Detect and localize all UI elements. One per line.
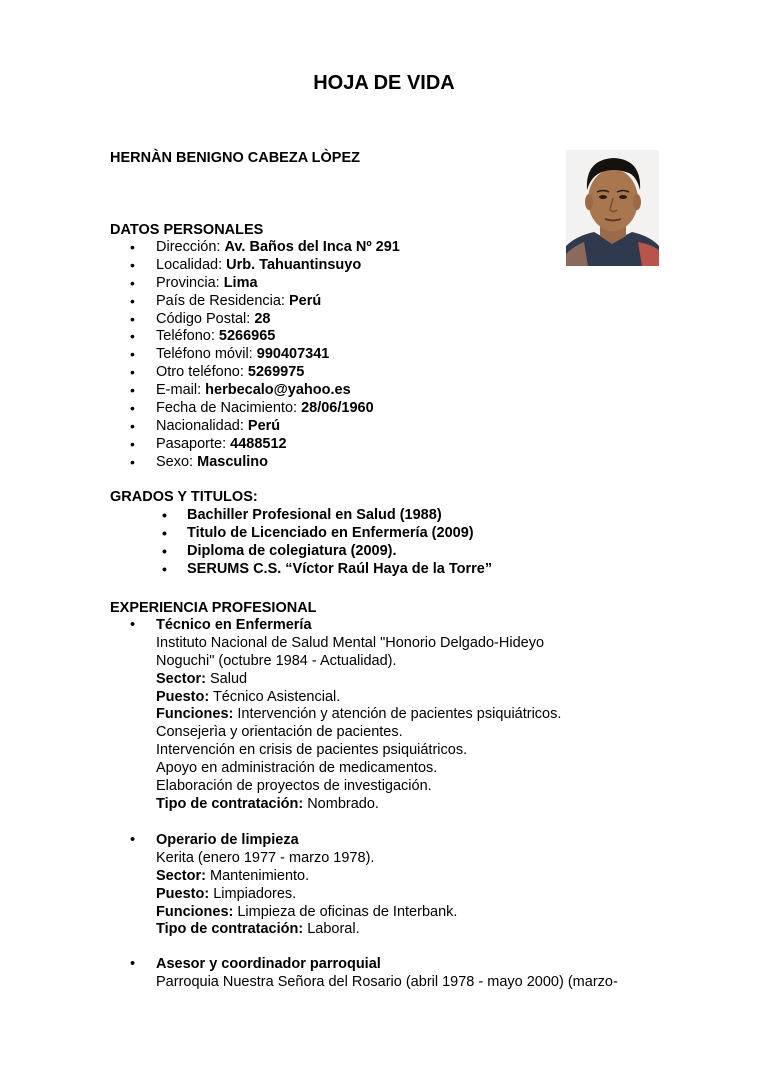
job-funciones-line: Apoyo en administración de medicamentos.: [156, 760, 438, 777]
job-title: • Técnico en Enfermería: [156, 617, 561, 635]
section-datos-personales-heading: DATOS PERSONALES: [110, 222, 264, 238]
section-experiencia-heading: EXPERIENCIA PROFESIONAL: [110, 600, 317, 616]
list-item: • Sexo: Masculino: [156, 454, 400, 472]
experience-entry-tecnico: [156, 617, 561, 814]
job-puesto: Puesto: Limpiadores.: [156, 885, 297, 902]
list-item: • Otro teléfono: 5269975: [156, 364, 400, 382]
list-item: • Diploma de colegiatura (2009).: [187, 543, 492, 561]
job-title: • Operario de limpieza: [156, 832, 457, 850]
job-employer-cont: Noguchi" (octubre 1984 - Actualidad).: [156, 652, 397, 669]
list-item: • Pasaporte: 4488512: [156, 436, 400, 454]
list-item: • Fecha de Nacimiento: 28/06/1960: [156, 400, 400, 418]
full-name: HERNÀN BENIGNO CABEZA LÒPEZ: [110, 150, 360, 166]
experience-entry-asesor: [156, 956, 618, 992]
experience-entry-operario: [156, 832, 457, 939]
list-item: • Dirección: Av. Baños del Inca Nº 291: [156, 239, 400, 257]
job-funciones: Funciones: Intervención y atención de pacientes psiquiátricos.: [156, 706, 562, 723]
list-item: • Provincia: Lima: [156, 275, 400, 293]
job-funciones: Funciones: Limpieza de oficinas de Interbank.: [156, 903, 458, 920]
job-employer: Parroquia Nuestra Señora del Rosario (abril 1978 - mayo 2000) (marzo-: [156, 973, 618, 990]
list-item: • E-mail: herbecalo@yahoo.es: [156, 382, 400, 400]
job-funciones-line: Intervención en crisis de pacientes psiquiátricos.: [156, 742, 468, 759]
job-funciones-line: Consejerìa y orientación de pacientes.: [156, 724, 403, 741]
document-title: HOJA DE VIDA: [313, 72, 455, 94]
list-item: • SERUMS C.S. “Víctor Raúl Haya de la Torre”: [187, 561, 492, 579]
job-puesto: Puesto: Técnico Asistencial.: [156, 688, 341, 705]
list-item: • Teléfono móvil: 990407341: [156, 346, 400, 364]
list-item: • País de Residencia: Perú: [156, 293, 400, 311]
job-funciones-line: Elaboración de proyectos de investigación.: [156, 778, 432, 795]
job-tipo-contratacion: Tipo de contratación: Nombrado.: [156, 795, 379, 812]
list-item: • Titulo de Licenciado en Enfermería (2009): [187, 525, 492, 543]
job-tipo-contratacion: Tipo de contratación: Laboral.: [156, 921, 360, 938]
list-item: • Bachiller Profesional en Salud (1988): [187, 507, 492, 525]
job-sector: Sector: Salud: [156, 670, 248, 687]
person-portrait-icon: [566, 150, 659, 266]
profile-photo: [566, 150, 659, 266]
section-grados-heading: GRADOS Y TITULOS:: [110, 489, 258, 505]
list-item: • Nacionalidad: Perú: [156, 418, 400, 436]
list-item: • Código Postal: 28: [156, 311, 400, 329]
job-employer: Instituto Nacional de Salud Mental "Honorio Delgado-Hideyo: [156, 634, 545, 651]
list-item: • Teléfono: 5266965: [156, 328, 400, 346]
datos-personales-list: [156, 239, 400, 472]
grados-list: [187, 507, 492, 579]
job-title: • Asesor y coordinador parroquial: [156, 956, 618, 974]
list-item: • Localidad: Urb. Tahuantinsuyo: [156, 257, 400, 275]
job-sector: Sector: Mantenimiento.: [156, 867, 310, 884]
job-employer: Kerita (enero 1977 - marzo 1978).: [156, 849, 375, 866]
